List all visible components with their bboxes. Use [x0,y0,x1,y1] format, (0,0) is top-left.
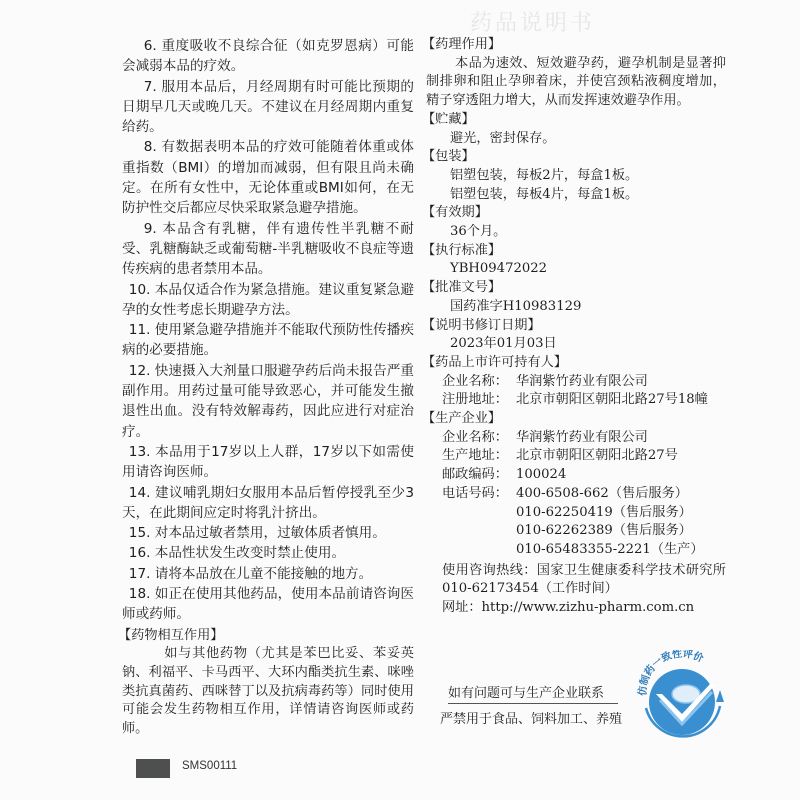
precaution-item-18: 18. 如正在使用其他药品，使用本品前请咨询医师或药师。 [122,586,414,623]
badge-text: 仿制药一致性评价 [637,650,705,697]
holder-address-row [426,391,726,410]
precaution-item-17: 17. 请将本品放在儿童不能接触的地方。 [128,565,373,582]
precaution-item-15: 15. 对本品过敏者禁用，过敏体质者慎用。 [128,525,386,542]
manufacturer-company-value: 华润紫竹药业有限公司 [516,429,648,445]
info-column [422,36,726,618]
holder-company-value: 华润紫竹药业有限公司 [516,373,648,389]
manufacturer-postcode-row [426,466,726,485]
standard-body: YBH09472022 [450,261,548,277]
manufacturer-address-label: 生产地址： [442,448,508,464]
manufacturer-address-row [426,447,726,466]
manufacturer-phone-4: 010-65483355-2221（生产） [516,541,704,557]
website[interactable]: 网址：http://www.zizhu-pharm.com.cn [442,600,695,616]
interactions-heading: 【药物相互作用】 [118,627,224,643]
storage-body: 避光，密封保存。 [450,130,556,146]
document-code: SMS00111 [182,760,238,772]
holder-heading: 【药品上市许可持有人】 [422,354,568,370]
holder-company-label: 企业名称： [442,373,508,389]
manufacturer-phone-2: 010-62250419（售后服务） [516,504,692,520]
precautions-column [118,36,414,739]
contact-notice: 如有问题可与生产企业联系 [448,682,618,704]
validity-body: 36个月。 [450,224,507,240]
revision-body: 2023年01月03日 [450,336,557,352]
ghost-header: 药品说明书 [470,11,596,36]
manufacturer-phone-1: 400-6508-662（售后服务） [516,485,688,501]
precaution-item-13: 13. 本品用于17岁以上人群，17岁以下如需使用请咨询医师。 [122,443,414,481]
manufacturer-postcode-value: 100024 [516,467,567,483]
pharmacology-heading: 【药理作用】 [422,37,502,52]
manufacturer-phone-row-2 [426,504,726,523]
manufacturer-heading: 【生产企业】 [422,411,502,427]
holder-address-value: 北京市朝阳区朝阳北路27号18幢 [516,392,708,408]
interactions-body: 如与其他药物（尤其是苯巴比妥、苯妥英钠、利福平、卡马西平、大环内酯类抗生素、咪唑类抗真菌药、西咪替丁以及抗病毒药等）同时使用可能会发生药物相互作用，详情请咨询医师或药师。 [122,646,414,737]
manufacturer-phone-row-1 [426,485,726,504]
prohibition-notice: 严禁用于食品、饲料加工、养殖 [440,712,623,727]
precaution-item-14: 14. 建议哺乳期妇女服用本品后暂停授乳至少3天，在此期间应定时将乳汁挤出。 [122,484,414,521]
precaution-item-16: 16. 本品性状发生改变时禁止使用。 [128,545,346,562]
manufacturer-company-row [426,429,726,448]
precaution-item-6: 6. 重度吸收不良综合征（如克罗恩病）可能会减弱本品的疗效。 [122,38,414,75]
precaution-item-11: 11. 使用紧急避孕措施并不能取代预防性传播疾病的必要措施。 [122,322,414,359]
packaging-heading: 【包装】 [422,149,475,165]
manufacturer-postcode-label: 邮政编码： [442,467,508,483]
precaution-item-12: 12. 快速摄入大剂量口服避孕药后尚未报告严重副作用。用药过量可能导致恶心，并可能发生撤退性出血。没有特效解毒药，因此应进行对症治疗。 [122,362,414,440]
storage-heading: 【贮藏】 [422,111,475,127]
manufacturer-phone-row-4 [426,541,726,560]
manufacturer-phone-3: 010-62262389（售后服务） [516,523,692,539]
consult-hotline: 使用咨询热线：国家卫生健康委科学技术研究所 010-62173454（工作时间） [442,562,726,597]
manufacturer-phone-label: 电话号码： [442,485,508,501]
generic-consistency-badge-icon [632,650,732,750]
manufacturer-company-label: 企业名称： [442,429,508,445]
approval-heading: 【批准文号】 [422,280,502,296]
standard-heading: 【执行标准】 [422,242,502,258]
precaution-item-10: 10. 本品仅适合作为紧急措施。建议重复紧急避孕的女性考虑长期避孕方法。 [122,281,414,318]
bottom-notices [440,682,622,727]
approval-body: 国药准字H10983129 [450,298,582,314]
packaging-line-1: 铝塑包装，每板2片，每盒1板。 [450,167,639,183]
manufacturer-phone-row-3 [426,522,726,541]
holder-company-row [426,373,726,392]
manufacturer-address-value: 北京市朝阳区朝阳北路27号 [516,448,678,464]
color-swatch [136,759,170,778]
revision-heading: 【说明书修订日期】 [422,317,541,333]
validity-heading: 【有效期】 [422,205,488,221]
pharmacology-body: 本品为速效、短效避孕药，避孕机制是显著抑制排卵和阻止孕卵着床，并使宫颈粘液稠度增加，精子穿透阻力增大，从而发挥速效避孕作用。 [426,55,726,109]
precaution-item-7: 7. 服用本品后，月经周期有时可能比预期的日期早几天或晚几天。不建议在月经周期内重复给药。 [122,78,414,136]
precaution-item-8: 8. 有数据表明本品的疗效可能随着体重或体重指数（BMI）的增加而减弱，但有限且尚未确定。在所有女性中，无论体重或BMI如何，在无防护性交后都应尽快采取紧急避孕措施。 [122,139,414,217]
holder-address-label: 注册地址： [442,392,508,408]
precaution-item-9: 9. 本品含有乳糖，伴有遗传性半乳糖不耐受、乳糖酶缺乏或葡萄糖-半乳糖吸收不良症等遗传疾病的患者禁用本品。 [122,220,414,278]
packaging-line-2: 铝塑包装，每板4片，每盒1板。 [450,186,639,202]
